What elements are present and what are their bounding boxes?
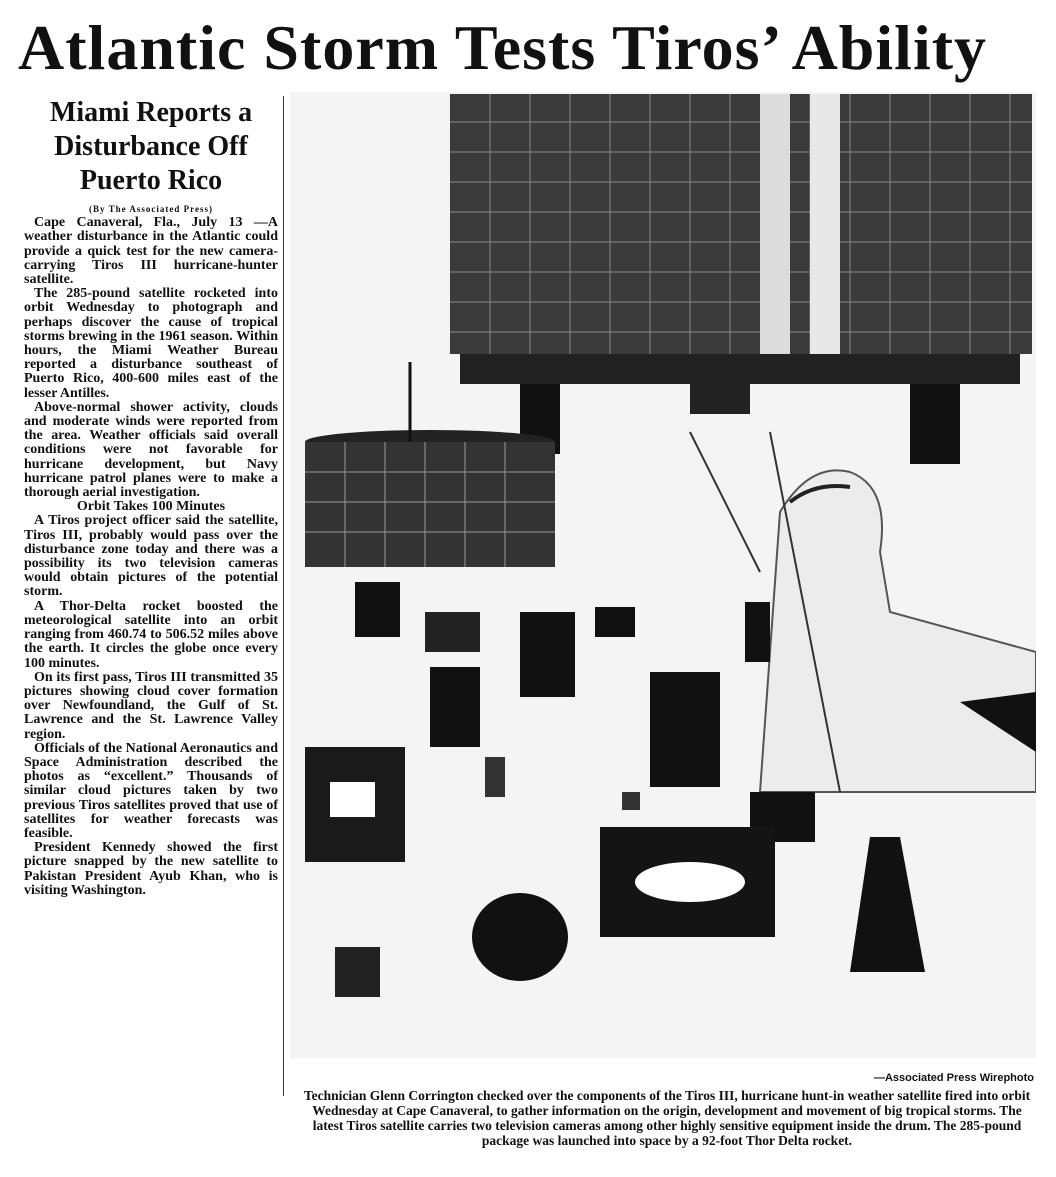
article-paragraph: The 285-pound satellite rocketed into orbit Wednesday to photograph and perhaps discover the cause of tropical storms brewing in the 1961 season. Within hours, the Miami Weather Bureau reported a disturbance southeast of Puerto Rico, 400-600 miles east of the lesser Antilles. [24,286,278,401]
article-paragraph: President Kennedy showed the first picture snapped by the new satellite to Pakistan President Ayub Khan, who is visiting Washington. [24,840,278,898]
satellite-components-photo [290,92,1036,1058]
photo-caption: Technician Glenn Corrington checked over the components of the Tiros III, hurricane hunt-in weather satellite fired into orbit Wednesday at Cape Canaveral, to gather information on the origin, development and movement of big tropical storms. The latest Tiros satellite carries two television cameras among other highly sensitive equipment inside the drum. The 285-pound package was launched into space by a 92-foot Thor Delta rocket. [303,1088,1031,1148]
article-paragraph: Cape Canaveral, Fla., July 13 —A weather disturbance in the Atlantic could provide a quick test for the new camera-carrying Tiros III hurricane-hunter satellite. [24,215,278,288]
photo-credit: —Associated Press Wirephoto [873,1072,1034,1084]
column-divider [283,96,284,1096]
satellite-drum [450,94,1032,464]
article-paragraph: Officials of the National Aeronautics and Space Administration described the photos as “excellent.” Thousands of similar cloud pictures taken by two previous Tiros satellites proved that use of satellites for weather forecasts was feasible. [24,740,278,841]
article-paragraph: A Thor-Delta rocket boosted the meteorological satellite into an orbit ranging from 460.74 to 506.52 miles above the earth. It circles the globe once every 100 minutes. [24,598,278,671]
article-subhead: Miami Reports a Disturbance Off Puerto Rico [49,97,253,196]
headline: Atlantic Storm Tests Tiros’ Ability [18,12,988,83]
article-paragraph: Above-normal shower activity, clouds and moderate winds were reported from the area. Weather officials said overall conditions were not favorable for hurricane development, but Navy hurricane patrol planes were to make a thorough aerial investigation. [24,399,278,501]
article-column [24,96,278,898]
article-byline: (By The Associated Press) [89,204,213,214]
article-paragraph: A Tiros project officer said the satellite, Tiros III, probably would pass over the disturbance zone today and there was a possibility its two television cameras would obtain pictures of the potential storm. [24,513,278,600]
article-crosshead: Orbit Takes 100 Minutes [76,499,226,515]
article-paragraph: On its first pass, Tiros III transmitted 35 pictures showing cloud cover formation over Newfoundland, the Gulf of St. Lawrence and the St. Lawrence Valley region. [24,669,278,742]
